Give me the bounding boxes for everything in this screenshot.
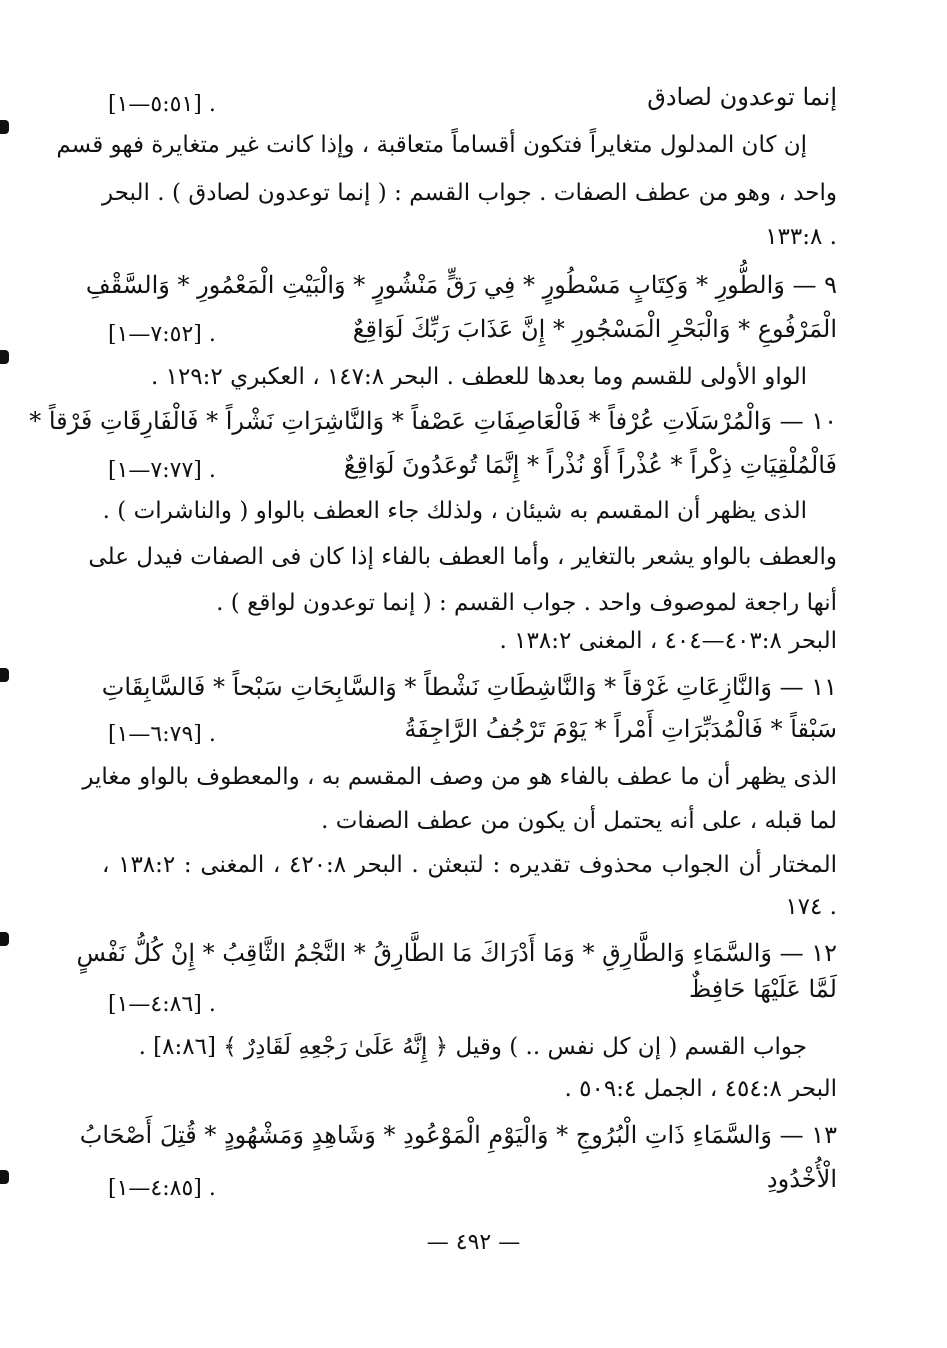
verse-line: لَمَّا عَلَيْهَا حَافِظٌ — [688, 975, 837, 1003]
verse-line: إنما توعدون لصادق — [647, 83, 837, 111]
verse-line: ١١ — وَالنَّازِعَاتِ غَرْقاً * وَالنَّاشِطَاتِ نَشْطاً * وَالسَّابِحَاتِ سَبْحاً * فَالسَّابِقَاتِ — [101, 673, 837, 701]
text-line: لما قبله ، على أنه يحتمل أن يكون من عطف الصفات . — [321, 808, 837, 834]
text-line: الذى يظهر أن ما عطف بالفاء هو من وصف المقسم به ، والمعطوف بالواو مغاير — [82, 764, 837, 790]
margin-mark — [0, 120, 9, 134]
margin-mark — [0, 932, 9, 946]
text-line: ١٧٤ . — [785, 894, 837, 920]
margin-mark — [0, 1170, 9, 1184]
verse-line: ١٢ — وَالسَّمَاءِ وَالطَّارِقِ * وَمَا أَدْرَاكَ مَا الطَّارِقُ * النَّجْمُ الثَّاقِبُ * إِنْ كُلُّ نَفْسٍ — [76, 939, 837, 967]
text-line: أنها راجعة لموصوف واحد . جواب القسم : ( إنما توعدون لواقع ) . — [216, 590, 837, 616]
margin-mark — [0, 350, 9, 364]
verse-reference: [٧:٥٢—١] . — [108, 322, 216, 347]
verse-line: ٩ — وَالطُّورِ * وَكِتَابٍ مَسْطُورٍ * فِي رَقٍّ مَنْشُورٍ * وَالْبَيْتِ الْمَعْمُورِ * وَالسَّقْفِ — [85, 271, 837, 299]
text-line: المختار أن الجواب محذوف تقديره : لتبعثن . البحر ٤٢٠:٨ ، المغنى : ١٣٨:٢ ، — [102, 852, 837, 878]
verse-reference: [٥:٥١—١] . — [108, 92, 216, 117]
verse-line: فَالْمُلْقِيَاتِ ذِكْراً * عُذْراً أَوْ نُذْراً * إِنَّمَا تُوعَدُونَ لَوَاقِعٌ — [343, 451, 837, 479]
text-line: الذى يظهر أن المقسم به شيئان ، ولذلك جاء العطف بالواو ( والناشرات ) . — [102, 498, 807, 524]
text-line: إن كان المدلول متغايراً فتكون أقساماً متعاقبة ، وإذا كانت غير متغايرة فهو قسم — [56, 132, 807, 158]
verse-reference: [٤:٨٥—١] . — [108, 1176, 216, 1201]
text-line: البحر ٤٥٤:٨ ، الجمل ٥٠٩:٤ . — [564, 1076, 837, 1102]
verse-line: ١٣ — وَالسَّمَاءِ ذَاتِ الْبُرُوجِ * وَالْيَوْمِ الْمَوْعُودِ * وَشَاهِدٍ وَمَشْهُودٍ * قُتِلَ أَصْحَابُ — [79, 1121, 837, 1149]
page-number: — ٤٩٢ — — [426, 1230, 521, 1255]
verse-reference: [٦:٧٩—١] . — [108, 722, 216, 747]
verse-line: الْمَرْفُوعِ * وَالْبَحْرِ الْمَسْجُورِ * إِنَّ عَذَابَ رَبِّكَ لَوَاقِعٌ — [352, 315, 837, 343]
verse-line: الْأُخْدُودِ — [766, 1165, 837, 1193]
verse-reference: [٤:٨٦—١] . — [108, 992, 216, 1017]
text-line: الواو الأولى للقسم وما بعدها للعطف . البحر ١٤٧:٨ ، العكبري ١٢٩:٢ . — [150, 364, 807, 390]
text-line: واحد ، وهو من عطف الصفات . جواب القسم : ( إنما توعدون لصادق ) . البحر — [102, 180, 837, 206]
verse-reference: [٧:٧٧—١] . — [108, 458, 216, 483]
text-line: والعطف بالواو يشعر بالتغاير ، وأما العطف بالفاء إذا كان فى الصفات فيدل على — [88, 544, 837, 570]
text-line: البحر ٤٠٣:٨—٤٠٤ ، المغنى ١٣٨:٢ . — [499, 628, 837, 654]
text-line: ١٣٣:٨ . — [765, 224, 837, 250]
verse-line: ١٠ — وَالْمُرْسَلَاتِ عُرْفاً * فَالْعَاصِفَاتِ عَصْفاً * وَالنَّاشِرَاتِ نَشْراً * فَالْفَارِقَاتِ فَرْقاً * — [29, 407, 837, 435]
verse-line: سَبْقاً * فَالْمُدَبِّرَاتِ أَمْراً * يَوْمَ تَرْجُفُ الرَّاجِفَةُ — [404, 715, 837, 743]
margin-mark — [0, 668, 9, 682]
text-line: جواب القسم ( إن كل نفس .. ) وقيل ﴿ إِنَّهُ عَلَىٰ رَجْعِهِ لَقَادِرٌ ﴾ [٨:٨٦] . — [138, 1034, 807, 1060]
